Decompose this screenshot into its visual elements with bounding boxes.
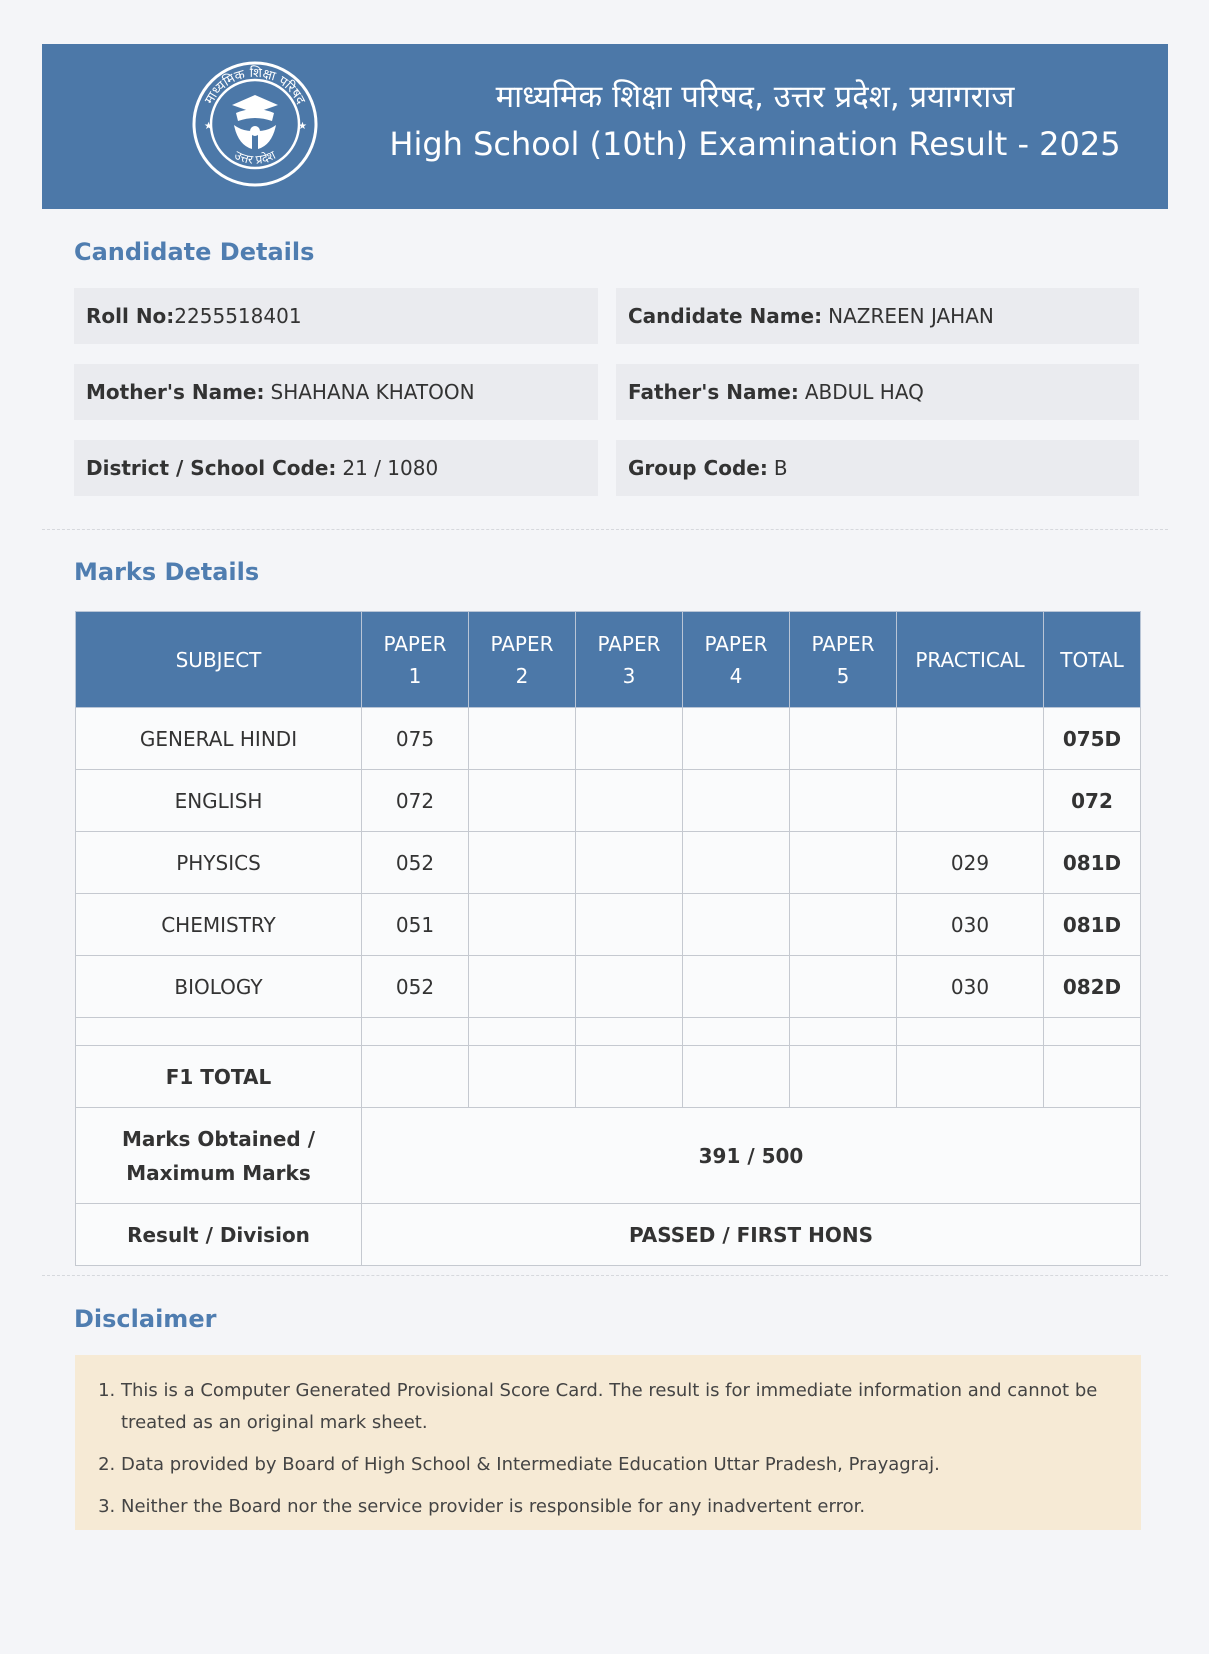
header-paper-3-number: 3 — [622, 663, 636, 688]
marks-table — [75, 611, 1141, 1266]
header-paper-2-label: PAPER — [490, 631, 554, 656]
district-school-code-label: District / School Code: — [86, 456, 337, 480]
candidate-name-value: NAZREEN JAHAN — [828, 304, 994, 328]
marks-obtained-label-line1: Marks Obtained / — [121, 1126, 316, 1151]
header-paper-1-label: PAPER — [383, 631, 447, 656]
board-seal-icon — [192, 61, 318, 187]
paper-5-cell — [790, 956, 897, 1018]
total-cell: 081D — [1044, 832, 1141, 894]
candidate-name-field — [616, 288, 1139, 344]
svg-text:★: ★ — [298, 121, 307, 132]
paper-1-cell: 051 — [362, 894, 469, 956]
list-item: 1. This is a Computer Generated Provisional Score Card. The result is for immediate information and cannot be treated as an original mark sheet. — [121, 1375, 1105, 1439]
subject-cell: CHEMISTRY — [76, 894, 362, 956]
candidate-name-label: Candidate Name: — [628, 304, 823, 328]
paper-2-cell — [469, 770, 576, 832]
disclaimer-box — [75, 1355, 1141, 1530]
paper-5-cell — [790, 708, 897, 770]
practical-cell — [897, 708, 1044, 770]
header-practical: PRACTICAL — [897, 612, 1044, 708]
result-division-label: Result / Division — [76, 1204, 362, 1266]
f1-total-row — [76, 1046, 1141, 1108]
paper-1-cell: 075 — [362, 708, 469, 770]
paper-3-cell — [576, 894, 683, 956]
paper-5-cell — [790, 770, 897, 832]
header-paper-5 — [790, 612, 897, 708]
subject-cell: BIOLOGY — [76, 956, 362, 1018]
marks-obtained-label — [76, 1108, 362, 1204]
paper-3-cell — [576, 832, 683, 894]
roll-number-label: Roll No: — [86, 304, 175, 328]
list-item: 3. Neither the Board nor the service provider is responsible for any inadvertent error. — [121, 1491, 1105, 1523]
paper-1-cell: 052 — [362, 956, 469, 1018]
disclaimer-list — [97, 1375, 1105, 1523]
father-name-value: ABDUL HAQ — [804, 380, 924, 404]
result-division-value: PASSED / FIRST HONS — [362, 1204, 1141, 1266]
paper-3-cell — [576, 770, 683, 832]
practical-cell: 030 — [897, 956, 1044, 1018]
marks-obtained-label-line2: Maximum Marks — [126, 1160, 311, 1185]
paper-1-cell: 072 — [362, 770, 469, 832]
svg-text:★: ★ — [204, 121, 213, 132]
father-name-field — [616, 364, 1139, 420]
total-cell: 082D — [1044, 956, 1141, 1018]
header-paper-2 — [469, 612, 576, 708]
practical-cell — [897, 770, 1044, 832]
total-cell: 081D — [1044, 894, 1141, 956]
header-paper-3 — [576, 612, 683, 708]
mother-name-field — [74, 364, 598, 420]
candidate-details-heading: Candidate Details — [74, 238, 315, 266]
group-code-label: Group Code: — [628, 456, 768, 480]
seal-text-top: माध्यमिक शिक्षा परिषद — [202, 65, 308, 107]
marks-obtained-row — [76, 1108, 1141, 1204]
total-cell: 075D — [1044, 708, 1141, 770]
spacer-row — [76, 1018, 1141, 1046]
mother-name-label: Mother's Name: — [86, 380, 265, 404]
table-row — [76, 770, 1141, 832]
list-item: 2. Data provided by Board of High School & Intermediate Education Uttar Pradesh, Prayagraj. — [121, 1449, 1105, 1481]
table-row — [76, 956, 1141, 1018]
paper-4-cell — [683, 894, 790, 956]
practical-cell: 030 — [897, 894, 1044, 956]
header-paper-1-number: 1 — [408, 663, 422, 688]
total-cell: 072 — [1044, 770, 1141, 832]
paper-4-cell — [683, 708, 790, 770]
marks-table-header-row — [76, 612, 1141, 708]
subject-cell: GENERAL HINDI — [76, 708, 362, 770]
table-row — [76, 832, 1141, 894]
paper-5-cell — [790, 832, 897, 894]
paper-2-cell — [469, 894, 576, 956]
table-row — [76, 708, 1141, 770]
paper-3-cell — [576, 956, 683, 1018]
paper-3-cell — [576, 708, 683, 770]
paper-4-cell — [683, 956, 790, 1018]
header-paper-2-number: 2 — [515, 663, 529, 688]
paper-5-cell — [790, 894, 897, 956]
paper-2-cell — [469, 832, 576, 894]
result-header — [42, 44, 1168, 209]
subject-cell: ENGLISH — [76, 770, 362, 832]
table-row — [76, 894, 1141, 956]
subject-cell: PHYSICS — [76, 832, 362, 894]
practical-cell: 029 — [897, 832, 1044, 894]
header-paper-3-label: PAPER — [597, 631, 661, 656]
header-title-hindi: माध्यमिक शिक्षा परिषद, उत्तर प्रदेश, प्रयागराज — [495, 79, 1015, 115]
result-division-row — [76, 1204, 1141, 1266]
section-divider — [42, 1275, 1168, 1276]
header-total: TOTAL — [1044, 612, 1141, 708]
father-name-label: Father's Name: — [628, 380, 799, 404]
header-title-english: High School (10th) Examination Result - 2025 — [389, 125, 1121, 163]
marks-details-heading: Marks Details — [74, 558, 260, 586]
header-subject: SUBJECT — [76, 612, 362, 708]
paper-4-cell — [683, 832, 790, 894]
paper-4-cell — [683, 770, 790, 832]
disclaimer-heading: Disclaimer — [74, 1305, 217, 1333]
section-divider — [42, 529, 1168, 530]
header-paper-4 — [683, 612, 790, 708]
header-paper-4-label: PAPER — [704, 631, 768, 656]
roll-number-field — [74, 288, 598, 344]
header-paper-5-label: PAPER — [811, 631, 875, 656]
header-paper-1 — [362, 612, 469, 708]
group-code-value: B — [773, 456, 788, 480]
roll-number-value: 2255518401 — [174, 304, 302, 328]
header-paper-4-number: 4 — [729, 663, 743, 688]
paper-2-cell — [469, 956, 576, 1018]
mother-name-value: SHAHANA KHATOON — [270, 380, 475, 404]
seal-text-bottom: उत्तर प्रदेश — [232, 147, 278, 167]
marks-obtained-value: 391 / 500 — [362, 1108, 1141, 1204]
paper-2-cell — [469, 708, 576, 770]
group-code-field — [616, 440, 1139, 496]
f1-total-label: F1 TOTAL — [76, 1046, 362, 1108]
district-school-code-field — [74, 440, 598, 496]
header-paper-5-number: 5 — [836, 663, 850, 688]
paper-1-cell: 052 — [362, 832, 469, 894]
district-school-code-value: 21 / 1080 — [342, 456, 439, 480]
